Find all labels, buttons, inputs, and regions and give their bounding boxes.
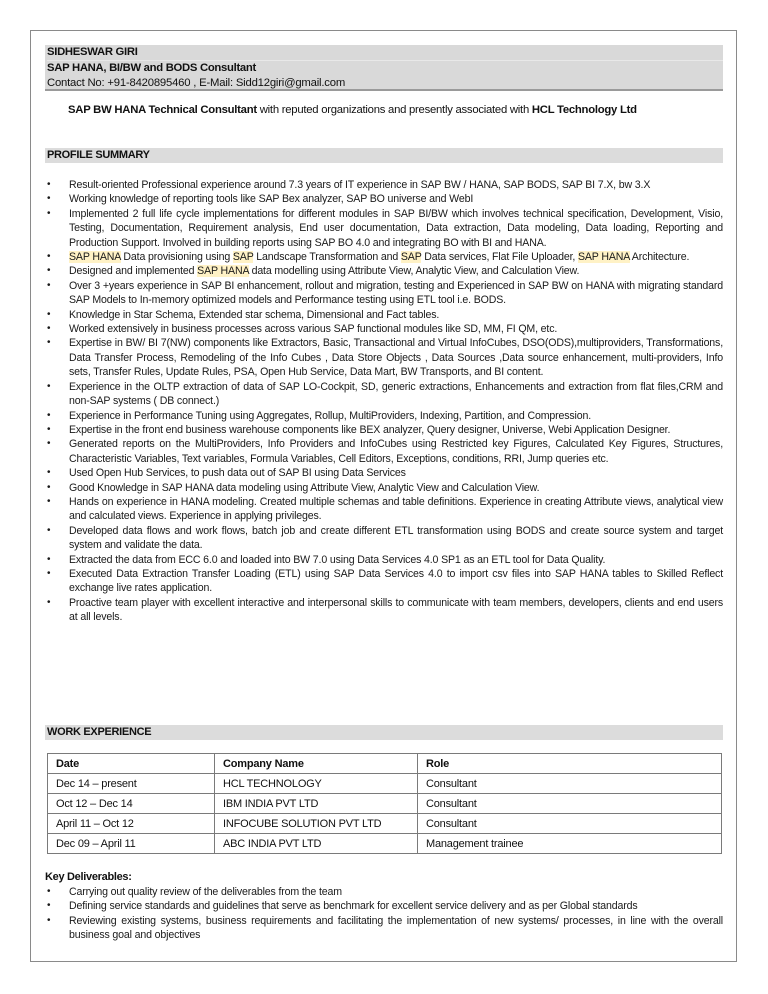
list-item-text: Working knowledge of reporting tools like SAP Bex analyzer, SAP BO universe and WebI xyxy=(69,193,474,206)
candidate-title: SAP HANA, BI/BW and BODS Consultant xyxy=(47,60,723,76)
list-item xyxy=(45,437,723,466)
cell-role: Consultant xyxy=(418,794,722,814)
cell-date: Dec 09 – April 11 xyxy=(48,834,215,854)
bullet-icon: • xyxy=(47,380,51,392)
cell-role: Management trainee xyxy=(418,834,722,854)
cell-role: Consultant xyxy=(418,814,722,834)
list-item xyxy=(45,423,723,437)
cell-company: HCL TECHNOLOGY xyxy=(215,774,418,794)
bullet-icon: • xyxy=(47,495,51,507)
list-item-text: Carrying out quality review of the deliverables from the team xyxy=(69,886,342,898)
contact-line: Contact No: +91-8420895460 , E-Mail: Sidd12giri@gmail.com xyxy=(47,77,346,89)
list-item-text: Over 3 +years experience in SAP BI enhancement, rollout and migration, testing and Experienced in SAP BW on HANA with migrating standard SAP Models to In-memory optimized models and Performance testing using ETL tool i.e. BODS. xyxy=(69,279,723,307)
list-item-text: Result-oriented Professional experience around 7.3 years of IT experience in SAP BW / HANA, SAP BODS, SAP BI 7.X, bw 3.X xyxy=(69,179,651,191)
bullet-icon: • xyxy=(47,279,51,291)
table-row xyxy=(48,834,722,854)
cell-date: April 11 – Oct 12 xyxy=(48,814,215,834)
list-item-text: Generated reports on the MultiProviders, Info Providers and InfoCubes using Restricted key Figures, Calculated Key Figures, Structures, Characteristic Variables, Text variables, Formula Variables, Cell Editors, Exceptions, conditions, RRI, Jump queries etc. xyxy=(69,438,723,465)
table-row xyxy=(48,814,722,834)
intro-role: SAP BW HANA Technical Consultant xyxy=(68,104,257,116)
bullet-icon: • xyxy=(47,323,51,335)
bullet-icon: • xyxy=(47,207,51,219)
list-item-text: SAP HANA Data provisioning using SAP Landscape Transformation and SAP Data services, Flat File Uploader, SAP HANA Architecture. xyxy=(69,251,690,264)
cell-company: IBM INDIA PVT LTD xyxy=(215,794,418,814)
header-band xyxy=(45,45,723,91)
list-item-text: Worked extensively in business processes across various SAP functional modules like SD, MM, FI QM, etc. xyxy=(69,323,558,336)
list-item-text: Expertise in BW/ BI 7(NW) components like Extractors, Basic, Transactional and Virtual InfoCubes, DSO(ODS),multiproviders, Transformations, Data Transfer Process, Remodeling of the Info Cubes , Data Store Objects , Data Sources ,Data source enhancement, multi-providers, Info sets, Transfer Rules, Update Rules, PSA, Open Hub Service, Data Mart, BW Transports, and BI content. xyxy=(69,337,723,379)
table-row xyxy=(48,794,722,814)
list-item-text: Designed and implemented SAP HANA data modelling using Attribute View, Analytic View, and Calculation View. xyxy=(69,265,580,278)
bullet-icon: • xyxy=(47,251,51,263)
bullet-icon: • xyxy=(47,179,51,190)
key-deliverables-heading: Key Deliverables: xyxy=(45,871,132,883)
column-header-date: Date xyxy=(48,754,215,774)
intro-company: HCL Technology Ltd xyxy=(531,104,637,116)
intro-statement xyxy=(68,104,728,116)
bullet-icon: • xyxy=(47,438,51,450)
cell-date: Oct 12 – Dec 14 xyxy=(48,794,215,814)
work-experience-table xyxy=(47,753,722,854)
list-item xyxy=(45,466,723,480)
list-item xyxy=(45,380,723,409)
list-item xyxy=(45,192,723,206)
table-row xyxy=(48,774,722,794)
list-item xyxy=(45,567,723,596)
highlighted-term: SAP xyxy=(400,251,422,264)
bullet-icon: • xyxy=(47,423,51,435)
list-item-text: Hands on experience in HANA modeling. Created multiple schemas and table definitions. Experience in creating Attribute views, analytical view and calculated views. Experience in applying privileges. xyxy=(69,495,723,523)
list-item xyxy=(45,250,723,264)
highlighted-term: SAP HANA xyxy=(577,251,630,264)
bullet-icon: • xyxy=(47,308,51,320)
list-item xyxy=(45,596,723,625)
list-item-text: Implemented 2 full life cycle implementations for different modules in SAP BI/BW which involves technical specification, Development, Visio, Testing, Documentation, Requirement analysis, End user documentation, Data extraction, Data modeling, Data loading, Reporting and Production Support. Involved in building reports using SAP BO 4.0 and integrating BO with BI and HANA. xyxy=(69,207,723,249)
candidate-name: SIDHESWAR GIRI xyxy=(47,46,138,58)
list-item-text: Reviewing existing systems, business requirements and facilitating the implementation of new systems/ processes, in line with the overall business goal and objectives xyxy=(69,914,723,942)
table-header-row xyxy=(48,754,722,774)
bullet-icon: • xyxy=(47,467,51,479)
key-deliverables-list xyxy=(45,885,723,943)
list-item-text: Knowledge in Star Schema, Extended star schema, Dimensional and Fact tables. xyxy=(69,308,440,321)
list-item xyxy=(45,279,723,308)
profile-summary-list xyxy=(45,178,723,625)
bullet-icon: • xyxy=(47,481,51,493)
column-header-company: Company Name xyxy=(215,754,418,774)
list-item-text: Executed Data Extraction Transfer Loading (ETL) using SAP Data Services 4.0 to import csv files into SAP HANA tables to Skilled Reflect exchange live rates application. xyxy=(69,567,723,595)
cell-date: Dec 14 – present xyxy=(48,774,215,794)
list-item xyxy=(45,308,723,322)
list-item-text: Used Open Hub Services, to push data out of SAP BI using Data Services xyxy=(69,467,406,480)
bullet-icon: • xyxy=(47,553,51,565)
list-item-text: Experience in the OLTP extraction of data of SAP LO-Cockpit, SD, generic extractions, Enhancements and extraction from flat files,CRM and non-SAP systems ( DB connect.) xyxy=(69,380,723,408)
bullet-icon: • xyxy=(47,265,51,277)
bullet-icon: • xyxy=(47,914,51,926)
cell-company: INFOCUBE SOLUTION PVT LTD xyxy=(215,814,418,834)
list-item xyxy=(45,495,723,524)
list-item xyxy=(45,322,723,336)
column-header-role: Role xyxy=(418,754,722,774)
bullet-icon: • xyxy=(47,886,51,897)
bullet-icon: • xyxy=(47,409,51,421)
bullet-icon: • xyxy=(47,567,51,579)
list-item xyxy=(45,336,723,379)
list-item xyxy=(45,553,723,567)
bullet-icon: • xyxy=(47,193,51,205)
list-item-text: Expertise in the front end business warehouse components like BEX analyzer, Query designer, Universe, Webi Application Designer. xyxy=(69,423,671,436)
list-item-text: Defining service standards and guidelines that serve as benchmark for excellent service delivery and as per Global standards xyxy=(69,900,638,913)
profile-summary-heading: PROFILE SUMMARY xyxy=(45,148,723,163)
list-item xyxy=(45,264,723,278)
list-item xyxy=(45,207,723,250)
highlighted-term: SAP HANA xyxy=(197,265,249,278)
bullet-icon: • xyxy=(47,596,51,608)
bullet-icon: • xyxy=(47,524,51,536)
list-item xyxy=(45,524,723,553)
list-item xyxy=(45,409,723,423)
list-item xyxy=(45,178,723,192)
list-item-text: Good Knowledge in SAP HANA data modeling using Attribute View, Analytic View and Calculation View. xyxy=(69,481,540,494)
list-item xyxy=(45,481,723,495)
highlighted-term: SAP HANA xyxy=(69,251,121,264)
bullet-icon: • xyxy=(47,900,51,912)
resume-page xyxy=(30,30,737,962)
cell-company: ABC INDIA PVT LTD xyxy=(215,834,418,854)
list-item-text: Experience in Performance Tuning using Aggregates, Rollup, MultiProviders, Indexing, Partition, and Compression. xyxy=(69,409,592,422)
list-item-text: Developed data flows and work flows, batch job and create different ETL transformation using BODS and create source system and target system and validate the data. xyxy=(69,524,723,552)
work-experience-heading: WORK EXPERIENCE xyxy=(45,725,723,740)
highlighted-term: SAP xyxy=(232,251,254,264)
list-item-text: Proactive team player with excellent interactive and interpersonal skills to communicate with team members, developers, clients and end users at all levels. xyxy=(69,596,723,624)
list-item xyxy=(45,914,723,943)
list-item xyxy=(45,899,723,913)
bullet-icon: • xyxy=(47,337,51,349)
list-item xyxy=(45,885,723,899)
intro-middle: with reputed organizations and presently associated with xyxy=(256,104,532,116)
list-item-text: Extracted the data from ECC 6.0 and loaded into BW 7.0 using Data Services 4.0 SP1 as an ETL tool for Data Quality. xyxy=(69,553,606,566)
cell-role: Consultant xyxy=(418,774,722,794)
